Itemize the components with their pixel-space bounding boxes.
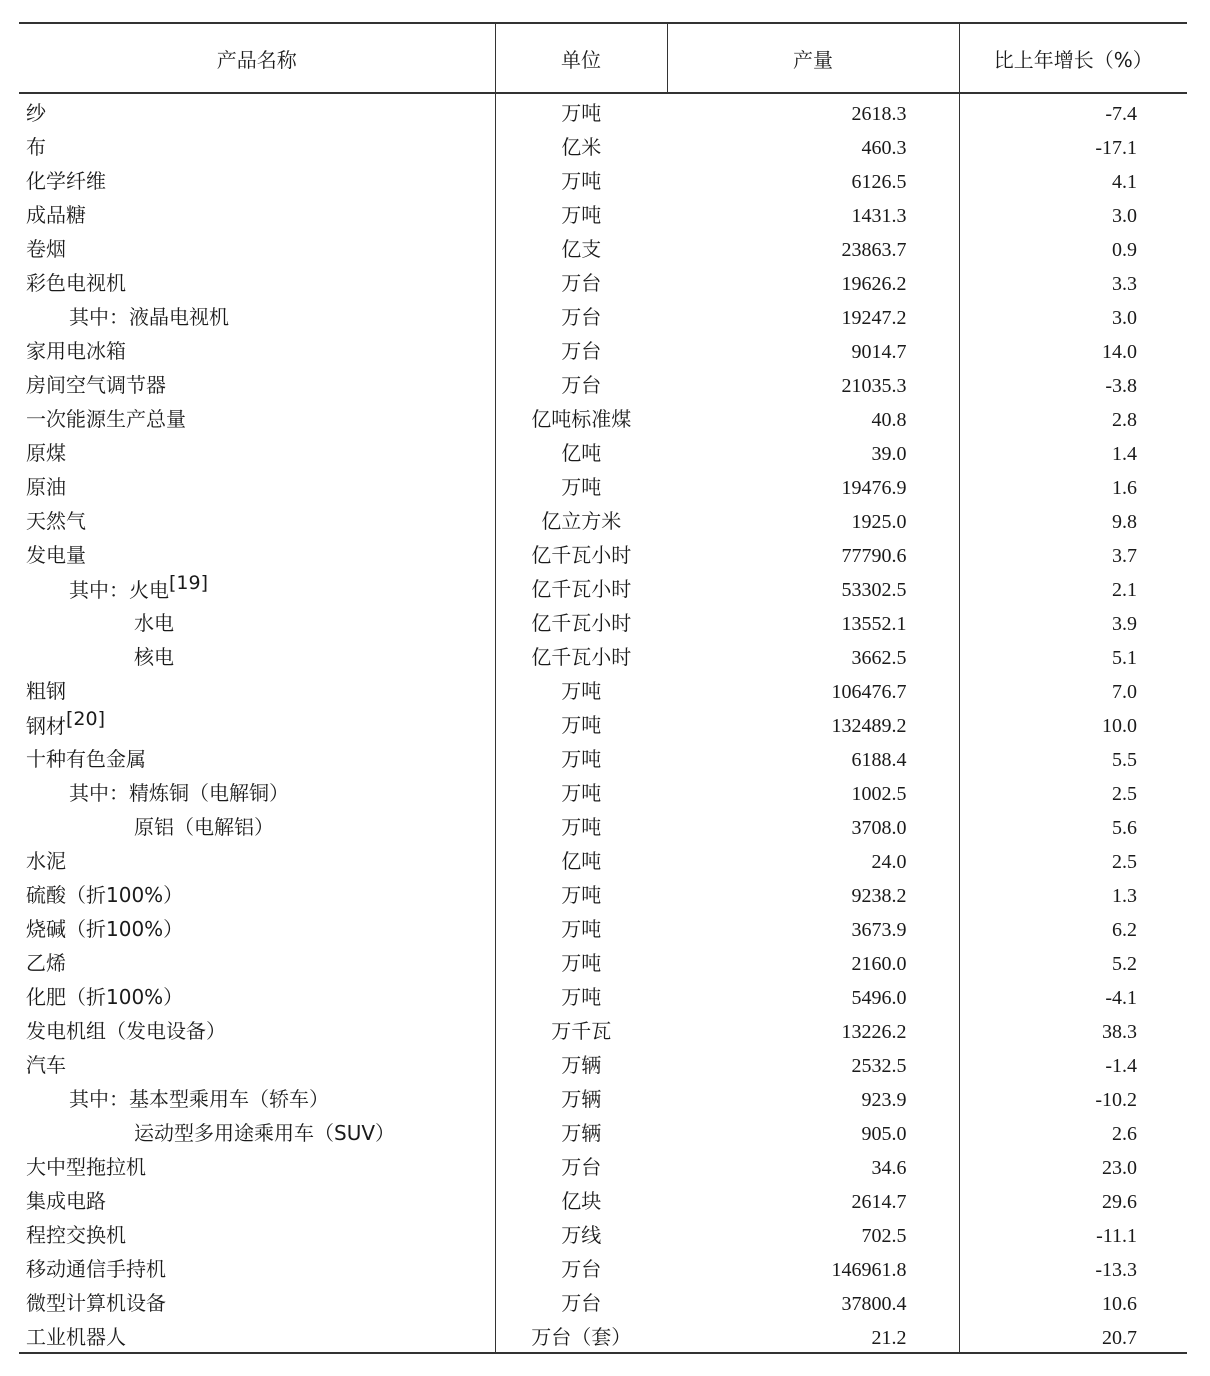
output-cell: 1002.5: [667, 777, 959, 811]
table-row: [19, 1012, 1187, 1046]
unit-cell: 亿支: [495, 230, 667, 264]
growth-rate-cell: 0.9: [1112, 238, 1137, 261]
output-cell: 77790.6: [667, 539, 959, 573]
product-name-cell: [19, 1012, 495, 1046]
table-row: [19, 604, 1187, 638]
product-name: 天然气: [26, 508, 86, 533]
product-name: 硫酸（折100%）: [26, 882, 184, 907]
product-name: 其中：精炼铜（电解铜）: [69, 780, 289, 805]
growth-rate-cell: 3.9: [1112, 612, 1137, 635]
growth-rate-cell: 1.6: [1112, 476, 1137, 499]
product-name: 其中：液晶电视机: [69, 304, 229, 329]
unit-cell: 亿千瓦小时: [495, 570, 667, 604]
unit-cell: 万台: [495, 366, 667, 400]
product-name: 布: [26, 134, 46, 159]
product-name-cell: [19, 570, 495, 604]
growth-rate-cell: 4.1: [1112, 170, 1137, 193]
header-output: 产量: [667, 23, 959, 93]
table-row: [19, 93, 1187, 128]
output-cell: 19626.2: [667, 267, 959, 301]
unit-cell: 万台: [495, 1148, 667, 1182]
growth-rate-cell: 1.3: [1112, 884, 1137, 907]
output-cell: 13552.1: [667, 607, 959, 641]
product-name-cell: [19, 1284, 495, 1318]
unit-cell: 万吨: [495, 876, 667, 910]
output-cell: 2532.5: [667, 1049, 959, 1083]
unit-cell: 万吨: [495, 706, 667, 740]
product-name-cell: [19, 400, 495, 434]
growth-rate-cell: -1.4: [1105, 1054, 1137, 1077]
product-name-cell: [19, 1216, 495, 1250]
growth-rate-cell: -7.4: [1105, 102, 1137, 125]
product-name-cell: [19, 604, 495, 638]
product-name-cell: [19, 264, 495, 298]
growth-rate-cell: 2.6: [1112, 1122, 1137, 1145]
output-cell: 21.2: [667, 1321, 959, 1356]
product-name: 汽车: [26, 1052, 66, 1077]
growth-rate-cell: 3.7: [1112, 544, 1137, 567]
output-cell: 21035.3: [667, 369, 959, 403]
product-name-cell: [19, 298, 495, 332]
product-name-cell: [19, 434, 495, 468]
product-name-cell: [19, 1080, 495, 1114]
unit-cell: 万台: [495, 1284, 667, 1318]
product-name-cell: [19, 944, 495, 978]
table-row: [19, 706, 1187, 740]
unit-cell: 亿吨: [495, 842, 667, 876]
unit-cell: 万台: [495, 1250, 667, 1284]
unit-cell: 万吨: [495, 978, 667, 1012]
table-row: [19, 332, 1187, 366]
unit-cell: 亿千瓦小时: [495, 638, 667, 672]
growth-rate-cell: -17.1: [1095, 136, 1137, 159]
table-row: [19, 298, 1187, 332]
unit-cell: 亿米: [495, 128, 667, 162]
growth-rate-cell: -10.2: [1095, 1088, 1137, 1111]
unit-cell: 亿吨: [495, 434, 667, 468]
header-unit: 单位: [495, 23, 667, 93]
unit-cell: 万吨: [495, 910, 667, 944]
growth-rate-cell: 10.6: [1102, 1292, 1137, 1315]
unit-cell: 万台（套）: [495, 1318, 667, 1353]
growth-rate-cell: 14.0: [1102, 340, 1137, 363]
unit-cell: 万吨: [495, 93, 667, 128]
growth-rate-cell: 1.4: [1112, 442, 1137, 465]
product-name: 运动型多用途乘用车（SUV）: [134, 1120, 396, 1145]
table-row: [19, 570, 1187, 604]
growth-rate-cell: 5.1: [1112, 646, 1137, 669]
table-row: [19, 808, 1187, 842]
output-cell: 132489.2: [667, 709, 959, 743]
growth-rate-cell: 5.2: [1112, 952, 1137, 975]
table-row: [19, 536, 1187, 570]
product-name-cell: [19, 740, 495, 774]
growth-rate-cell: 5.6: [1112, 816, 1137, 839]
table-row: [19, 230, 1187, 264]
growth-rate-cell: 9.8: [1112, 510, 1137, 533]
output-cell: 40.8: [667, 403, 959, 437]
product-name: 发电量: [26, 542, 86, 567]
output-cell: 2614.7: [667, 1185, 959, 1219]
output-cell: 1925.0: [667, 505, 959, 539]
product-name: 成品糖: [26, 202, 86, 227]
product-name-cell: [19, 978, 495, 1012]
header-product-name: 产品名称: [19, 23, 495, 93]
growth-rate-cell: 5.5: [1112, 748, 1137, 771]
unit-cell: 万辆: [495, 1114, 667, 1148]
unit-cell: 万吨: [495, 162, 667, 196]
unit-cell: 万吨: [495, 740, 667, 774]
product-name-cell: [19, 774, 495, 808]
table-row: [19, 978, 1187, 1012]
table-row: [19, 1284, 1187, 1318]
table-row: [19, 1114, 1187, 1148]
product-name: 卷烟: [26, 236, 66, 261]
growth-rate-cell: 29.6: [1102, 1190, 1137, 1213]
product-name-cell: [19, 1250, 495, 1284]
growth-rate-cell: 2.5: [1112, 850, 1137, 873]
product-name: 化学纤维: [26, 168, 106, 193]
output-cell: 5496.0: [667, 981, 959, 1015]
product-name-cell: [19, 910, 495, 944]
growth-rate-cell: 3.0: [1112, 306, 1137, 329]
product-name-cell: [19, 332, 495, 366]
table-row: [19, 196, 1187, 230]
unit-cell: 万辆: [495, 1080, 667, 1114]
unit-cell: 万台: [495, 332, 667, 366]
output-cell: 3662.5: [667, 641, 959, 675]
product-name-cell: [19, 808, 495, 842]
product-name: 烧碱（折100%）: [26, 916, 184, 941]
table-row: [19, 910, 1187, 944]
product-name: 彩色电视机: [26, 270, 126, 295]
table-row: [19, 740, 1187, 774]
product-name-cell: [19, 1114, 495, 1148]
product-name: 工业机器人: [26, 1324, 126, 1349]
table-row: [19, 434, 1187, 468]
growth-rate-cell: -3.8: [1105, 374, 1137, 397]
product-name: 房间空气调节器: [26, 372, 166, 397]
product-name: 大中型拖拉机: [26, 1154, 146, 1179]
unit-cell: 万吨: [495, 672, 667, 706]
product-name: 粗钢: [26, 678, 66, 703]
output-cell: 13226.2: [667, 1015, 959, 1049]
output-cell: 39.0: [667, 437, 959, 471]
growth-rate-cell: 7.0: [1112, 680, 1137, 703]
product-name-cell: [19, 536, 495, 570]
footnote-marker: [19]: [169, 571, 209, 594]
product-name: 水泥: [26, 848, 66, 873]
product-name-cell: [19, 706, 495, 740]
product-name-cell: [19, 876, 495, 910]
output-cell: 9014.7: [667, 335, 959, 369]
output-cell: 37800.4: [667, 1287, 959, 1321]
growth-rate-cell: 2.5: [1112, 782, 1137, 805]
unit-cell: 亿千瓦小时: [495, 604, 667, 638]
table-row: [19, 774, 1187, 808]
product-name-cell: [19, 93, 495, 128]
product-name: 发电机组（发电设备）: [26, 1018, 226, 1043]
product-name-cell: [19, 162, 495, 196]
output-cell: 702.5: [667, 1219, 959, 1253]
output-cell: 3673.9: [667, 913, 959, 947]
output-cell: 146961.8: [667, 1253, 959, 1287]
product-name: 原油: [26, 474, 66, 499]
table-row: [19, 638, 1187, 672]
output-cell: 1431.3: [667, 199, 959, 233]
unit-cell: 万吨: [495, 196, 667, 230]
product-name-cell: [19, 638, 495, 672]
output-cell: 106476.7: [667, 675, 959, 709]
table-row: [19, 1046, 1187, 1080]
output-cell: 3708.0: [667, 811, 959, 845]
table-row: [19, 502, 1187, 536]
table-row: [19, 1318, 1187, 1353]
unit-cell: 亿块: [495, 1182, 667, 1216]
unit-cell: 万吨: [495, 468, 667, 502]
output-cell: 460.3: [667, 131, 959, 165]
product-name-cell: [19, 468, 495, 502]
growth-rate-cell: 10.0: [1102, 714, 1137, 737]
table-row: [19, 264, 1187, 298]
product-name: 化肥（折100%）: [26, 984, 184, 1009]
output-cell: 2160.0: [667, 947, 959, 981]
table-row: [19, 842, 1187, 876]
unit-cell: 万辆: [495, 1046, 667, 1080]
growth-rate-cell: 38.3: [1102, 1020, 1137, 1043]
growth-rate-cell: 3.0: [1112, 204, 1137, 227]
product-name: 程控交换机: [26, 1222, 126, 1247]
table-row: [19, 1148, 1187, 1182]
product-name-cell: [19, 1182, 495, 1216]
output-cell: 2618.3: [667, 96, 959, 131]
table-row: [19, 1182, 1187, 1216]
product-name: 其中：基本型乘用车（轿车）: [69, 1086, 329, 1111]
growth-rate-cell: 2.1: [1112, 578, 1137, 601]
product-name: 核电: [134, 644, 174, 669]
growth-rate-cell: -4.1: [1105, 986, 1137, 1009]
unit-cell: 万吨: [495, 774, 667, 808]
product-name: 乙烯: [26, 950, 66, 975]
product-name: 钢材: [26, 713, 66, 738]
output-cell: 6126.5: [667, 165, 959, 199]
product-name: 原煤: [26, 440, 66, 465]
unit-cell: 万吨: [495, 808, 667, 842]
output-cell: 19476.9: [667, 471, 959, 505]
table-row: [19, 128, 1187, 162]
product-name: 十种有色金属: [26, 746, 146, 771]
table-body: [19, 93, 1187, 1353]
output-cell: 23863.7: [667, 233, 959, 267]
header-growth-rate: 比上年增长（%）: [959, 23, 1187, 93]
unit-cell: 亿吨标准煤: [495, 400, 667, 434]
unit-cell: 万台: [495, 264, 667, 298]
growth-rate-cell: 2.8: [1112, 408, 1137, 431]
product-name: 移动通信手持机: [26, 1256, 166, 1281]
unit-cell: 亿立方米: [495, 502, 667, 536]
table-row: [19, 1250, 1187, 1284]
output-cell: 34.6: [667, 1151, 959, 1185]
table-row: [19, 1216, 1187, 1250]
output-cell: 24.0: [667, 845, 959, 879]
product-name-cell: [19, 1046, 495, 1080]
output-cell: 6188.4: [667, 743, 959, 777]
unit-cell: 万线: [495, 1216, 667, 1250]
unit-cell: 万台: [495, 298, 667, 332]
output-cell: 19247.2: [667, 301, 959, 335]
product-name: 原铝（电解铝）: [134, 814, 274, 839]
product-name-cell: [19, 672, 495, 706]
product-name-cell: [19, 196, 495, 230]
table-row: [19, 162, 1187, 196]
growth-rate-cell: -13.3: [1095, 1258, 1137, 1281]
product-name-cell: [19, 502, 495, 536]
product-name-cell: [19, 1318, 495, 1353]
growth-rate-cell: -11.1: [1096, 1224, 1137, 1247]
output-cell: 9238.2: [667, 879, 959, 913]
product-name: 其中：火电: [69, 577, 169, 602]
growth-rate-cell: 3.3: [1112, 272, 1137, 295]
product-name-cell: [19, 842, 495, 876]
output-cell: 53302.5: [667, 573, 959, 607]
unit-cell: 万吨: [495, 944, 667, 978]
table-row: [19, 1080, 1187, 1114]
output-cell: 923.9: [667, 1083, 959, 1117]
table-row: [19, 468, 1187, 502]
table-row: [19, 672, 1187, 706]
table-row: [19, 400, 1187, 434]
unit-cell: 亿千瓦小时: [495, 536, 667, 570]
table-header-row: [19, 23, 1187, 93]
product-output-table: [19, 22, 1187, 1354]
growth-rate-cell: 23.0: [1102, 1156, 1137, 1179]
footnote-marker: [20]: [66, 707, 106, 730]
table-row: [19, 944, 1187, 978]
product-name: 水电: [134, 610, 174, 635]
unit-cell: 万千瓦: [495, 1012, 667, 1046]
product-name: 微型计算机设备: [26, 1290, 166, 1315]
growth-rate-cell: 20.7: [959, 1321, 1187, 1356]
product-name: 纱: [26, 100, 46, 125]
product-name: 一次能源生产总量: [26, 406, 186, 431]
product-name: 家用电冰箱: [26, 338, 126, 363]
growth-rate-cell: 6.2: [1112, 918, 1137, 941]
table-row: [19, 366, 1187, 400]
product-name-cell: [19, 230, 495, 264]
product-name-cell: [19, 366, 495, 400]
product-name-cell: [19, 128, 495, 162]
product-name: 集成电路: [26, 1188, 106, 1213]
output-cell: 905.0: [667, 1117, 959, 1151]
product-name-cell: [19, 1148, 495, 1182]
table-row: [19, 876, 1187, 910]
